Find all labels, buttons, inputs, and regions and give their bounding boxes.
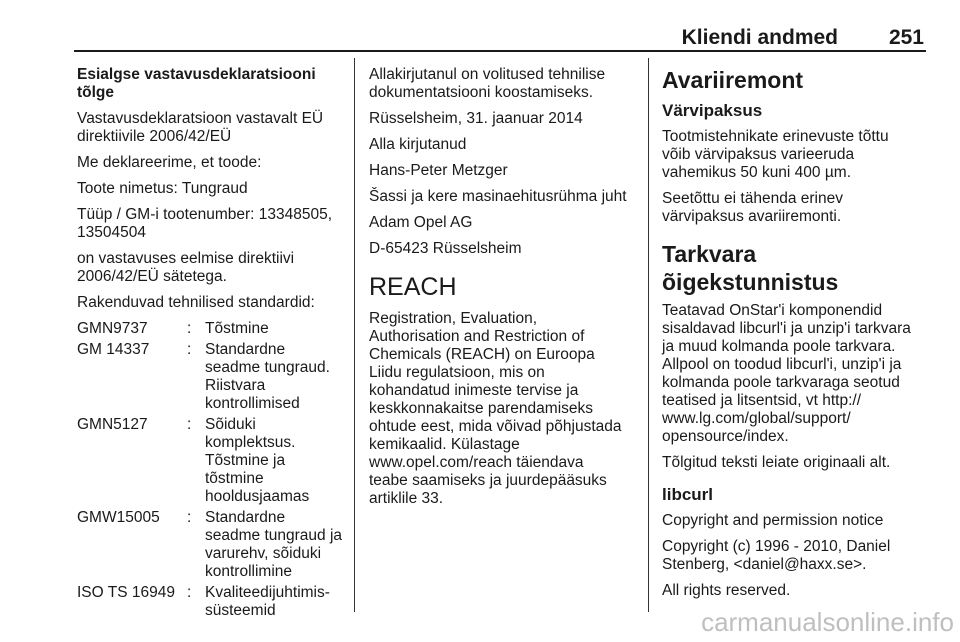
paragraph: Copyright and permission notice: [662, 512, 884, 529]
paragraph: on vastavuses eelmise direktiivi 2006/42/EÜ sätetega.: [77, 250, 295, 285]
signatory-title: Šassi ja kere masinaehitusrühma juht: [369, 188, 627, 205]
date-line: Rüsselsheim, 31. jaanuar 2014: [369, 110, 583, 127]
table-row: [77, 509, 342, 584]
reach-paragraph: Registration, Evaluation, Authorisation and Restriction of Chemicals (REACH) on Euroopa Liidu regulatsioon, mis on kohandatud inimeste tervise ja keskkonnakaitse parendamiseks ohtude eest, mida võivad põhjustada kemikaalid. Külastage www.opel.com/reach täiendava teabe saamiseks ja juurdepääsuks artiklile 33.: [369, 310, 622, 507]
standard-description: Kvaliteedijuhtimis- süsteemid: [205, 584, 330, 619]
paragraph: Alla kirjutanud: [369, 136, 467, 153]
reach-heading: REACH: [369, 273, 457, 301]
colon-separator: :: [187, 584, 192, 601]
standard-code: GMN9737: [77, 320, 148, 337]
column-middle: [369, 66, 635, 516]
section-heading: Esialgse vastavusdeklaratsiooni tõlge: [77, 66, 316, 101]
paragraph: Toote nimetus: Tungraud: [77, 180, 248, 197]
colon-separator: :: [187, 320, 192, 337]
table-row: [77, 584, 342, 623]
standard-code: GM 14337: [77, 341, 150, 358]
column-left: [77, 66, 345, 623]
company-address: D-65423 Rüsselsheim: [369, 240, 522, 257]
colon-separator: :: [187, 509, 192, 526]
table-row: [77, 341, 342, 416]
standard-description: Standardne seadme tungraud ja varurehv, sõiduki kontrollimine: [205, 509, 343, 580]
paragraph: Vastavusdeklaratsioon vastavalt EÜ direktiivile 2006/42/EÜ: [77, 110, 324, 145]
standard-code: GMN5127: [77, 416, 148, 433]
column-right: [662, 66, 932, 608]
paragraph: Tõlgitud teksti leiate originaali alt.: [662, 454, 891, 471]
standard-description: Tõstmine: [205, 320, 269, 337]
paragraph: Tüüp / GM-i tootenumber: 13348505, 13504504: [77, 206, 333, 241]
page-number: 251: [888, 26, 924, 49]
paragraph: Me deklareerime, et toode:: [77, 154, 262, 171]
paragraph: Allakirjutanul on volitused tehnilise dokumentatsiooni koostamiseks.: [369, 66, 606, 101]
column-divider: [648, 58, 649, 612]
standard-code: ISO TS 16949: [77, 584, 175, 601]
paragraph: Copyright (c) 1996 - 2010, Daniel Stenberg, <daniel@haxx.se>.: [662, 538, 891, 573]
standard-code: GMW15005: [77, 509, 160, 526]
header-rule: [74, 50, 926, 52]
subheading-libcurl: libcurl: [662, 485, 714, 504]
standards-table: [77, 320, 342, 623]
paragraph: Tootmistehnikate erinevuste tõttu võib värvipaksus varieeruda vahemikus 50 kuni 400 µm.: [662, 128, 889, 181]
colon-separator: :: [187, 416, 192, 433]
watermark: carmanualsonline.info: [701, 607, 954, 637]
standard-description: Sõiduki komplektsus. Tõstmine ja tõstmine hooldusjaamas: [205, 416, 310, 505]
company-name: Adam Opel AG: [369, 214, 473, 231]
page-header: [74, 20, 926, 52]
paragraph: Seetõttu ei tähenda erinev värvipaksus avariiremonti.: [662, 190, 843, 225]
column-divider: [354, 58, 355, 612]
page-title: Kliendi andmed: [681, 26, 838, 49]
colon-separator: :: [187, 341, 192, 358]
paragraph: All rights reserved.: [662, 582, 791, 599]
section-heading-tarkvara: Tarkvara õigekstunnistus: [662, 241, 839, 295]
paragraph: Teatavad OnStar'i komponendid sisaldavad libcurl'i ja unzip'i tarkvara ja muud kolmanda poole tarkvara. Allpool on toodud libcurl'i, unzip'i ja kolmanda poole tarkvaraga seotud teatised ja litsentsid, vt http:// www.lg.com/global/support/ opensource/index.: [662, 302, 911, 445]
signatory-name: Hans-Peter Metzger: [369, 162, 508, 179]
section-heading-avariiremont: Avariiremont: [662, 67, 804, 93]
subheading-varvipaksus: Värvipaksus: [662, 101, 763, 120]
standard-description: Standardne seadme tungraud. Riistvara kontrollimised: [205, 341, 330, 412]
table-row: [77, 320, 342, 341]
table-row: [77, 416, 342, 509]
paragraph: Rakenduvad tehnilised standardid:: [77, 294, 315, 311]
